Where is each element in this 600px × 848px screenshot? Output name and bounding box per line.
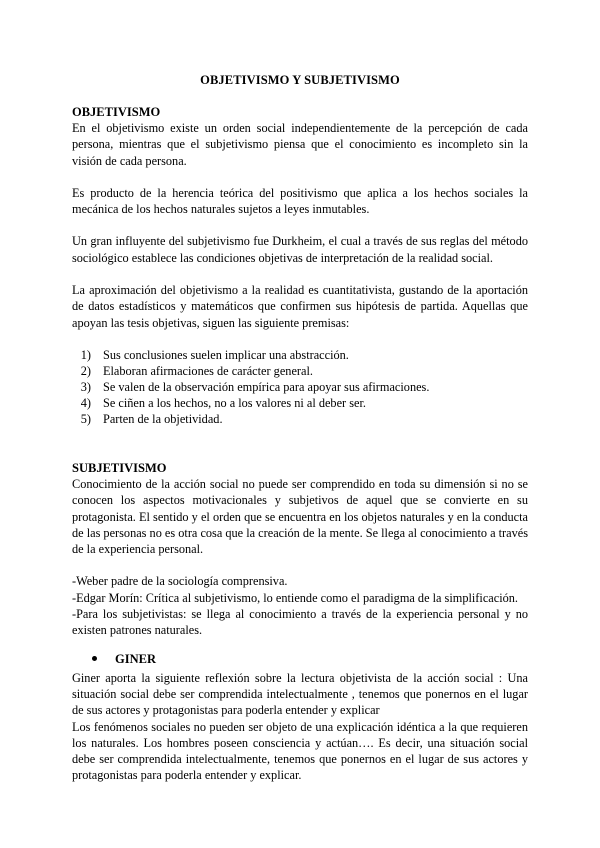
paragraph: Conocimiento de la acción social no puede ser comprendido en toda su dimensión si no se conocen los aspectos motivacionales y subjetivos de aquel que se convierte en su protagonista. El sentido y el orden que se encuentra en los objetos naturales y en la conducta de las personas no es otra cosa que la creación de la mente. Se llega al conocimiento a través de la experiencia personal.	[72, 476, 528, 557]
paragraph: Los fenómenos sociales no pueden ser objeto de una explicación idéntica a la que requieren los naturales. Los hombres poseen consciencia y actúan…. Es decir, una situación social debe ser comprendida intelectualmente, tenemos que ponernos en el lugar de sus actores y protagonistas para poderla entender y explicar.	[72, 719, 528, 783]
list-item: 5. Parten de la objetividad.	[91, 411, 528, 427]
note-line: -Weber padre de la sociología comprensiva.	[72, 574, 288, 589]
paragraph: Giner aporta la siguiente reflexión sobre la lectura objetivista de la acción social : Una situación social debe ser comprendida intelectualmente , tenemos que ponernos en el lugar de sus actores y protagonistas para poderla entender y explicar	[72, 670, 528, 718]
paragraph: Es producto de la herencia teórica del positivismo que aplica a los hechos sociales la mecánica de los hechos naturales sujetos a leyes inmutables.	[72, 185, 528, 217]
heading-giner-label: GINER	[115, 651, 156, 666]
document-title: OBJETIVISMO Y SUBJETIVISMO	[200, 73, 400, 87]
note-line: -Para los subjetivistas: se llega al conocimiento a través de la experiencia personal y no existen patrones naturales.	[72, 607, 528, 638]
paragraph: En el objetivismo existe un orden social independientemente de la percepción de cada persona, mientras que el subjetivismo piensa que el conocimiento es incompleto sin la visión de cada persona.	[72, 121, 528, 168]
premises-list	[72, 347, 528, 427]
heading-objetivismo: OBJETIVISMO	[72, 105, 161, 119]
list-item: 2. Elaboran afirmaciones de carácter general.	[91, 363, 528, 379]
heading-subjetivismo: SUBJETIVISMO	[72, 460, 167, 475]
paragraph: Un gran influyente del subjetivismo fue Durkheim, el cual a través de sus reglas del método sociológico establece las condiciones objetivas de interpretación de la realidad social.	[72, 234, 528, 265]
paragraph: La aproximación del objetivismo a la realidad es cuantitativista, gustando de la aportación de datos estadísticos y matemáticos que confirmen sus hipótesis de partida. Aquellas que apoyan las tesis objetivas, siguen las siguiente premisas:	[72, 283, 528, 330]
list-item: 4. Se ciñen a los hechos, no a los valores ni al deber ser.	[91, 395, 528, 411]
note-line: -Edgar Morín: Crítica al subjetivismo, lo entiende como el paradigma de la simplificación.	[72, 590, 518, 605]
list-item: 3. Se valen de la observación empírica para apoyar sus afirmaciones.	[91, 379, 528, 395]
heading-giner	[72, 651, 528, 667]
list-item: 1. Sus conclusiones suelen implicar una abstracción.	[91, 347, 528, 363]
bullet-icon	[92, 656, 97, 661]
